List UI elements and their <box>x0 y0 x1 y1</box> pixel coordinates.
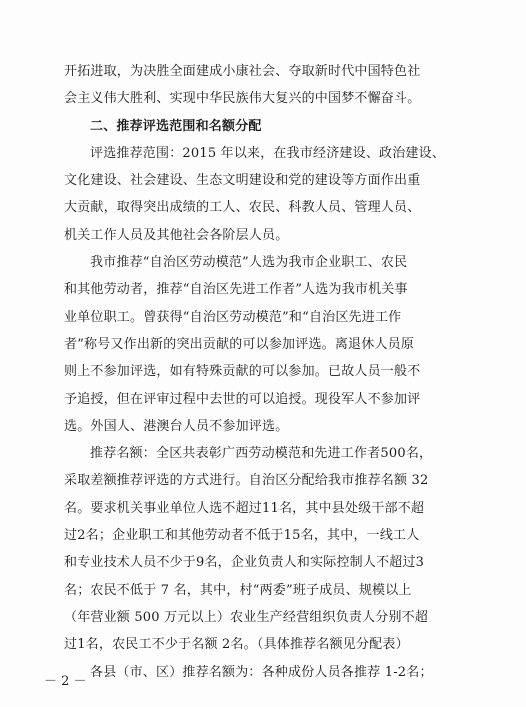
section-heading: 二、推荐评选范围和名额分配 <box>90 118 262 134</box>
text-line: 予追授，但在评审过程中去世的可以追授。现役军人不参加评 <box>64 391 421 407</box>
text-line: 名。要求机关事业单位人选不超过11名，其中县处级干部不超 <box>64 500 425 516</box>
text-line: 者”称号又作出新的突出贡献的可以参加评选。离退休人员原 <box>64 336 415 352</box>
text-line: 选。外国人、港澳台人员不参加评选。 <box>64 418 289 434</box>
text-line: 和专业技术人员不少于9名，企业负责人和实际控制人不超过3 <box>64 555 425 571</box>
text-line: 则上不参加评选，如有特殊贡献的可以参加。已故人员一般不 <box>64 364 421 380</box>
text-line: 各县（市、区）推荐名额为：各种成份人员各推荐 1-2名； <box>90 664 433 680</box>
text-line: 大贡献，取得突出成绩的工人、农民、科教人员、管理人员、 <box>64 200 421 216</box>
text-line: 推荐名额：全区共表彰广西劳动模范和先进工作者500名， <box>90 446 433 462</box>
text-line: 业单位职工。曾获得“自治区劳动模范”和“自治区先进工作 <box>64 309 402 325</box>
text-line: 评选推荐范围：2015 年以来，在我市经济建设、政治建设、 <box>90 145 446 161</box>
text-line: 过1名，农民工不少于名额 2名。（具体推荐名额见分配表） <box>64 637 409 653</box>
text-line: 和其他劳动者，推荐“自治区先进工作者”人选为我市机关事 <box>64 282 408 298</box>
text-line: 采取差额推荐评选的方式进行。自治区分配给我市推荐名额 32 <box>64 473 429 489</box>
text-line: 名；农民不低于 7 名，其中，村“两委”班子成员、规模以上 <box>64 582 412 598</box>
text-line: 文化建设、社会建设、生态文明建设和党的建设等方面作出重 <box>64 173 421 189</box>
document-body <box>64 58 462 686</box>
page-number: － 2 － <box>44 674 87 689</box>
text-line: （年营业额 500 万元以上）农业生产经营组织负责人分别不超 <box>64 609 429 625</box>
text-line: 我市推荐“自治区劳动模范”人选为我市企业职工、农民 <box>90 255 408 271</box>
text-line: 过2名；企业职工和其他劳动者不低于15名，其中，一线工人 <box>64 528 420 544</box>
text-line: 会主义伟大胜利、实现中华民族伟大复兴的中国梦不懈奋斗。 <box>64 91 421 107</box>
text-line: 开拓进取，为决胜全面建成小康社会、夺取新时代中国特色社 <box>64 64 421 79</box>
text-line: 机关工作人员及其他社会各阶层人员。 <box>64 227 289 243</box>
